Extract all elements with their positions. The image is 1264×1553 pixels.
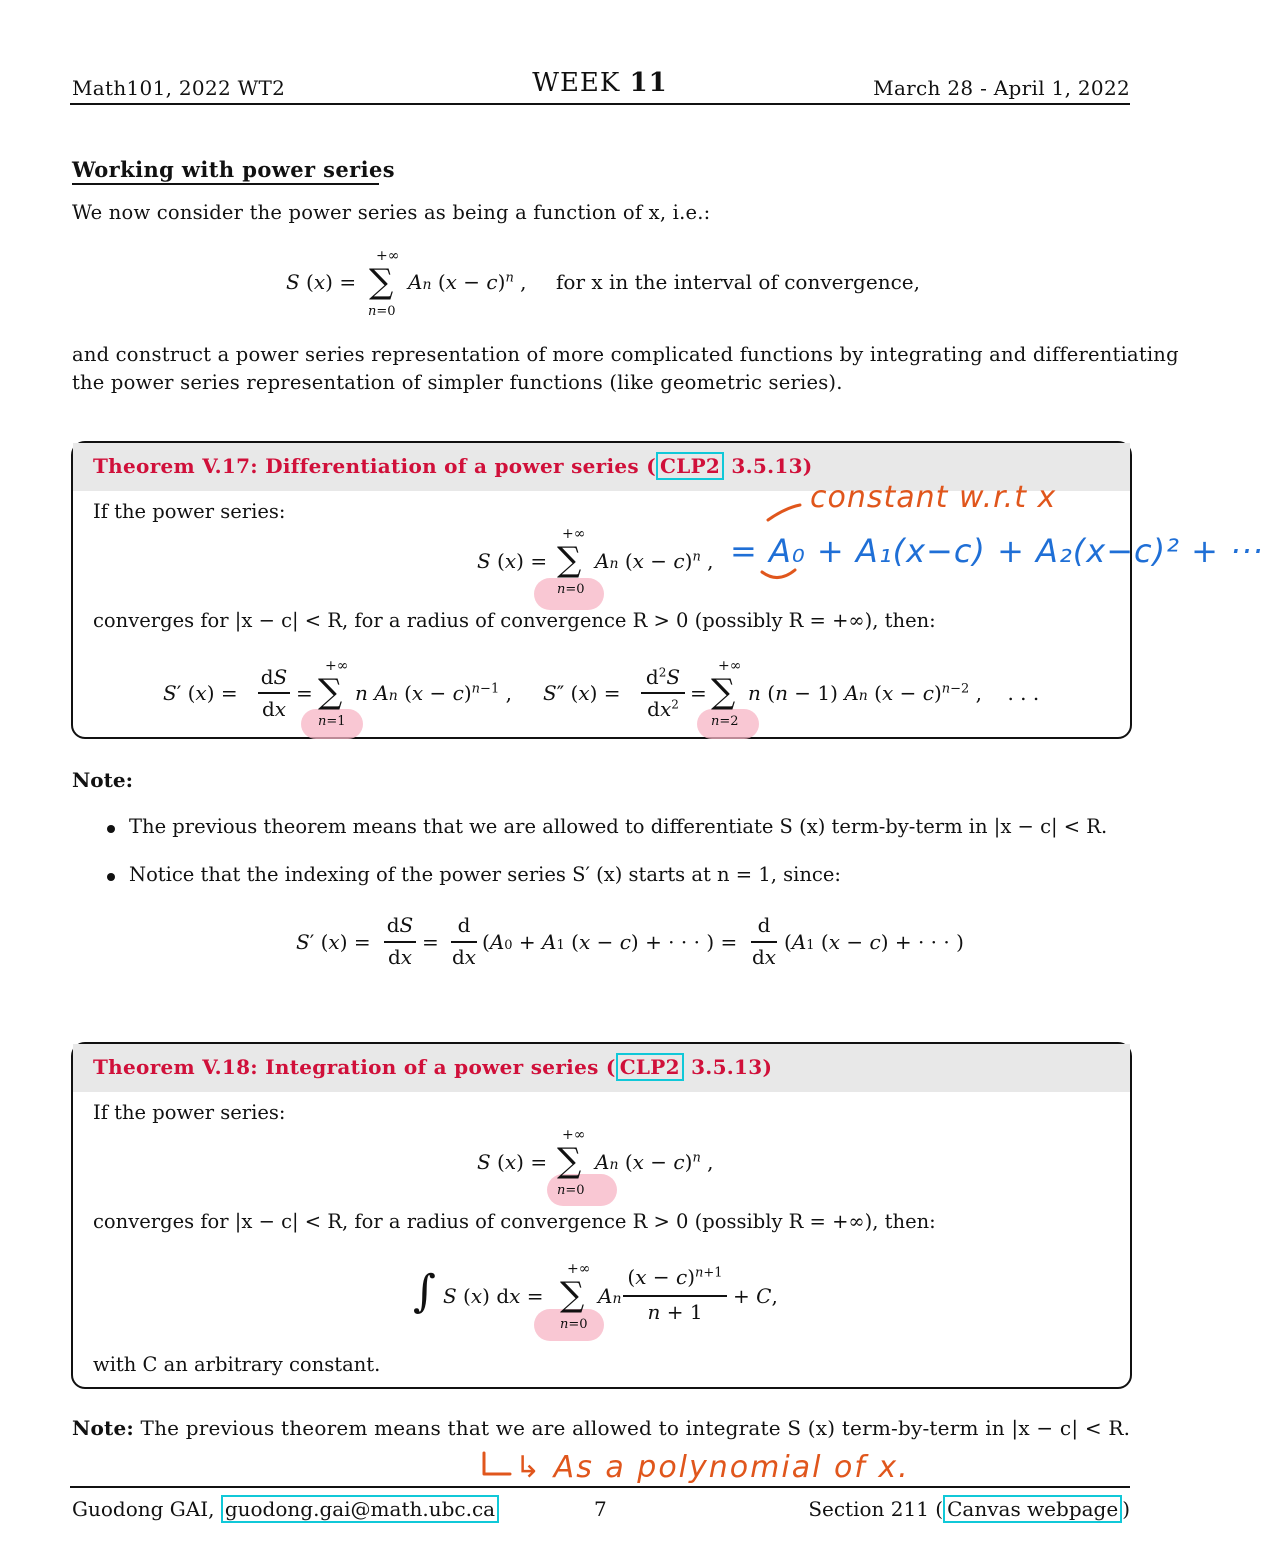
footer-author: Guodong GAI, guodong.gai@math.ubc.ca (72, 1497, 499, 1521)
footer-section: Section 211 ( Canvas webpage ) (808, 1497, 1130, 1521)
derivative-example: S′ (x) = dS dx = d dx (A0 + A1 (x − c) + · · · ) = d dx (A1 (x − c) + · · · ) (296, 913, 964, 969)
theorem-18-header (73, 1044, 1130, 1092)
theorem-18-constant: with C an arbitrary constant. (93, 1353, 381, 1376)
footer-rule (70, 1486, 1130, 1488)
note-2-text: The previous theorem means that we are allowed to integrate S (x) term-by-term in |x − c| < R. (133, 1416, 1131, 1440)
series-definition: S (x) = +∞ ∑ n=0 An $(x - c)^n$ , for x in the interval of convergence, (286, 248, 920, 319)
annotation-expansion: = A₀ + A₁(x−c) + A₂(x−c)² + ··· (730, 532, 1264, 570)
theorem-18-clp2-link[interactable]: CLP2 (616, 1053, 684, 1081)
note-2-label: Note: (72, 1416, 134, 1440)
series-condition: for x in the interval of convergence, (556, 270, 920, 294)
theorem-18-converges: converges for |x − c| < R, for a radius of convergence R > 0 (possibly R = +∞), then: (93, 1210, 936, 1233)
bullet-dot-2 (107, 873, 115, 881)
constant-pointer-stroke (768, 505, 800, 520)
section-title: Working with power series (72, 157, 395, 182)
theorem-18-series: S (x) = +∞ ∑ n=0 An $(x - c)^n$ , (477, 1127, 714, 1198)
polynomial-arrow-stroke (484, 1453, 510, 1474)
annotation-polynomial: ↳ As a polynomial of x. (515, 1450, 910, 1485)
week-number: 11 (629, 68, 668, 98)
section-construct: and construct a power series representation of more complicated functions by integrating and differentiating (72, 343, 1179, 366)
theorem-17-if: If the power series: (93, 500, 286, 523)
week-label: WEEK (532, 68, 621, 98)
note-2 (72, 1414, 1130, 1442)
header-dates: March 28 - April 1, 2022 (873, 76, 1130, 100)
footer-canvas-link[interactable]: Canvas webpage (943, 1495, 1122, 1523)
theorem-17-clp2-link[interactable]: CLP2 (656, 452, 724, 480)
theorem-17-derivatives: S′ (x) = dS dx = +∞ ∑ n=1 n An $(x - c)^{n-1}$ , S″ (x) = $d^2S$ $dx^2$ = +∞ ∑ n=2 n (n − 1) An $(x - c)^{n-2}$ , . . . (163, 658, 1040, 729)
note-1-label: Note: (72, 768, 133, 792)
theorem-17-title: Theorem V.17: Differentiation of a power series ( CLP2 3.5.13) (93, 454, 813, 478)
theorem-17-series: S (x) = +∞ ∑ n=0 An $(x - c)^n$ , (477, 526, 714, 597)
section-construct-2: the power series representation of simpler functions (like geometric series). (72, 371, 843, 394)
theorem-18-box (71, 1042, 1132, 1389)
footer-page-number: 7 (594, 1497, 607, 1521)
bullet-dot-1 (107, 825, 115, 833)
header-course: Math101, 2022 WT2 (72, 76, 286, 100)
section-intro: We now consider the power series as being a function of x, i.e.: (72, 201, 711, 224)
a0-underline-stroke (762, 570, 795, 578)
theorem-18-title: Theorem V.18: Integration of a power series ( CLP2 3.5.13) (93, 1055, 773, 1079)
theorem-17-converges: converges for |x − c| < R, for a radius of convergence R > 0 (possibly R = +∞), then: (93, 609, 936, 632)
note-1-bullet-1: The previous theorem means that we are allowed to differentiate S (x) term-by-term in |x − c| < R. (129, 815, 1108, 838)
note-1-bullet-2: Notice that the indexing of the power series S′ (x) starts at n = 1, since: (129, 863, 841, 886)
annotation-constant: constant w.r.t x (810, 480, 1057, 515)
theorem-18-if: If the power series: (93, 1101, 286, 1124)
theorem-18-integral: ∫ S (x) dx = +∞ ∑ n=0 An $(x - c)^{n+1}$ n + 1 + C, (413, 1261, 778, 1332)
footer-email-link[interactable]: guodong.gai@math.ubc.ca (221, 1495, 499, 1523)
